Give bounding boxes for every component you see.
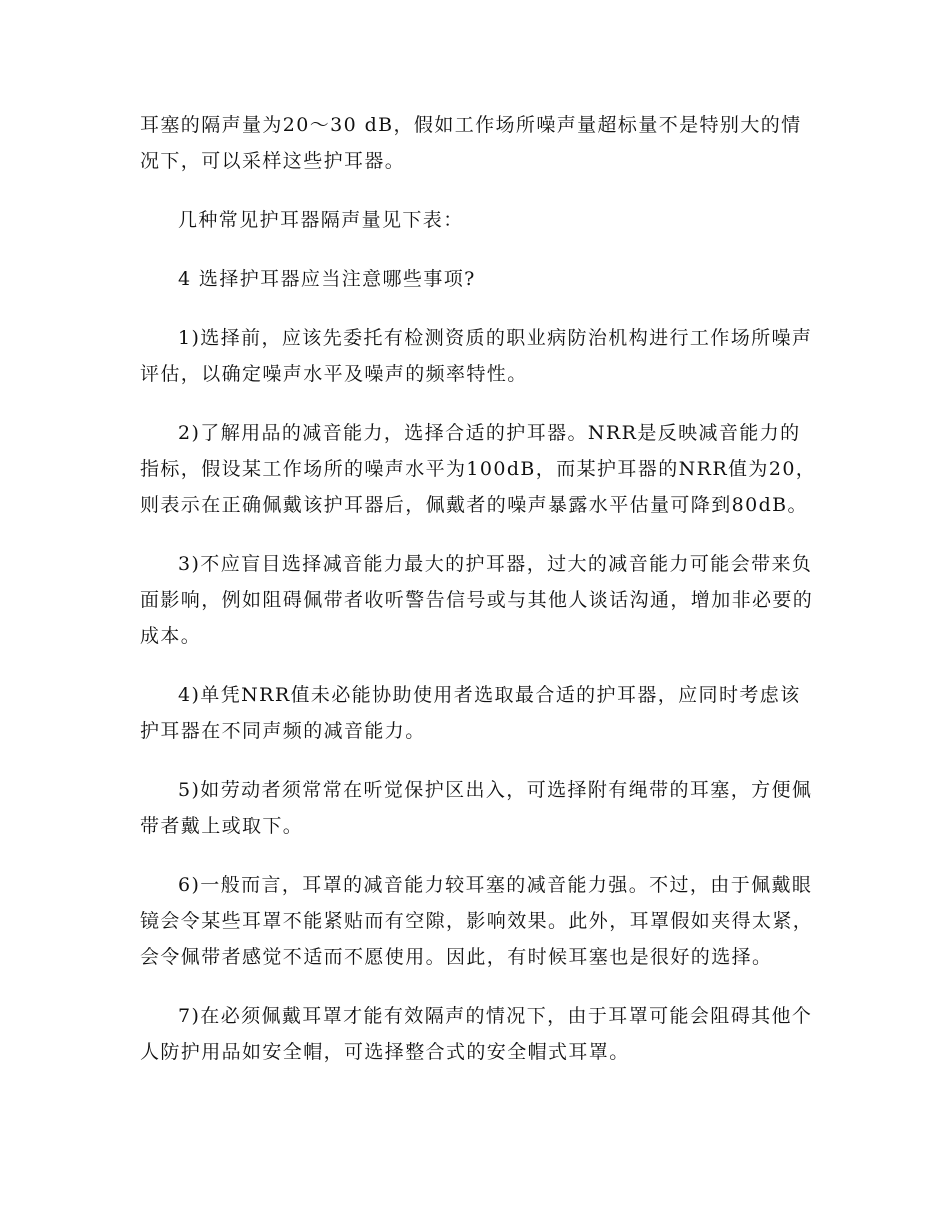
paragraph-item-5: 5)如劳动者须常常在听觉保护区出入，可选择附有绳带的耳塞，方便佩带者戴上或取下。: [140, 779, 813, 837]
paragraph-item-3: 3)不应盲目选择减音能力最大的护耳器，过大的减音能力可能会带来负面影响，例如阻碍佩带者收听警告信号或与其他人谈话沟通，增加非必要的成本。: [140, 553, 814, 647]
paragraph-continuation: 耳塞的隔声量为20～30 dB，假如工作场所噪声量超标量不是特别大的情况下，可以采样这些护耳器。: [140, 114, 802, 172]
section-heading: 4 选择护耳器应当注意哪些事项?: [178, 268, 476, 290]
paragraph-table-intro: 几种常见护耳器隔声量见下表：: [178, 209, 464, 231]
document-body: [140, 107, 820, 1093]
paragraph-item-2: 2)了解用品的减音能力，选择合适的护耳器。NRR是反映减音能力的指标，假设某工作场所的噪声水平为100dB，而某护耳器的NRR值为20，则表示在正确佩戴该护耳器后，佩戴者的噪声暴露水平估量可降到80dB。: [140, 422, 817, 516]
paragraph-item-1: 1)选择前，应该先委托有检测资质的职业病防治机构进行工作场所噪声评估，以确定噪声水平及噪声的频率特性。: [140, 327, 813, 385]
paragraph-item-7: 7)在必须佩戴耳罩才能有效隔声的情况下，由于耳罩可能会阻碍其他个人防护用品如安全帽，可选择整合式的安全帽式耳罩。: [140, 1005, 813, 1063]
paragraph-item-4: 4)单凭NRR值未必能协助使用者选取最合适的护耳器，应同时考虑该护耳器在不同声频的减音能力。: [140, 684, 801, 742]
paragraph-item-6: 6)一般而言，耳罩的减音能力较耳塞的减音能力强。不过，由于佩戴眼镜会令某些耳罩不能紧贴而有空隙，影响效果。此外，耳罩假如夹得太紧，会令佩带者感觉不适而不愿使用。因此，有时候耳塞也是很好的选择。: [140, 874, 814, 968]
